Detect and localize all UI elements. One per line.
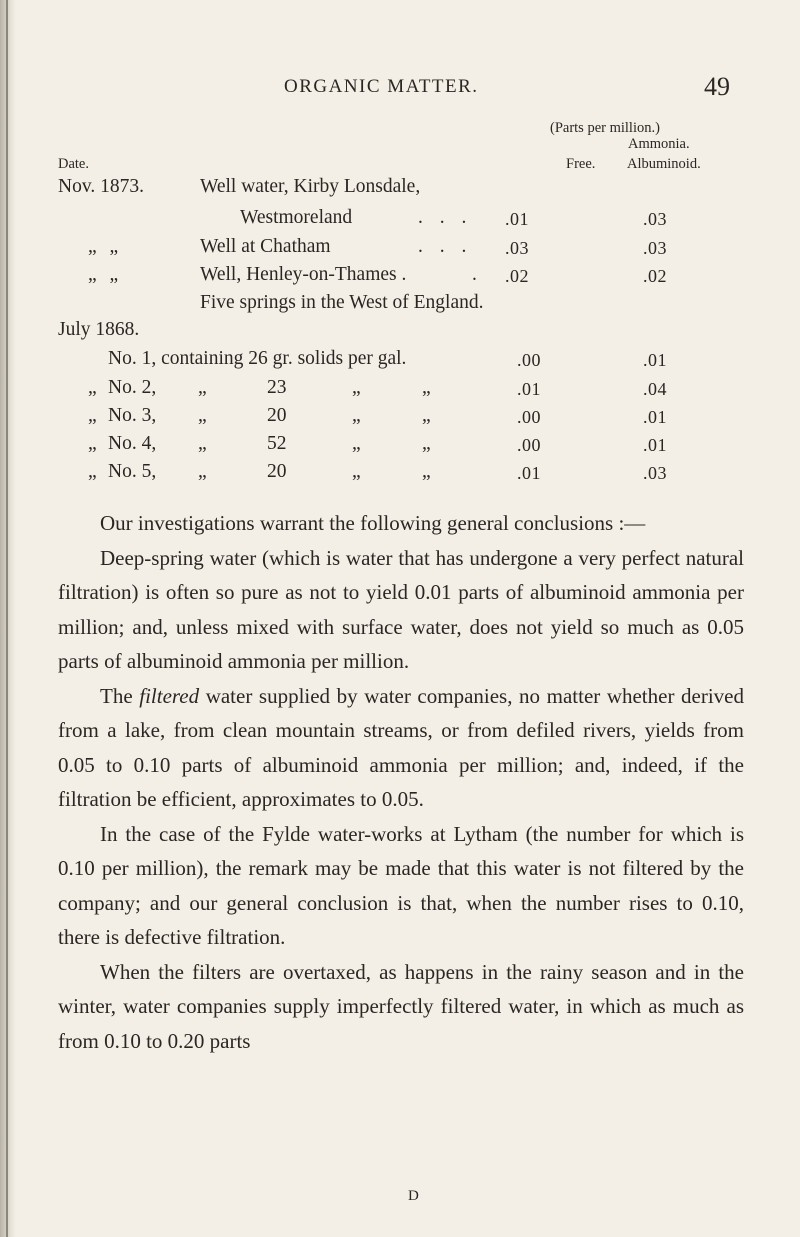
row-3-leader-dots: .	[472, 264, 477, 285]
spring-3-albuminoid-value: .01	[643, 407, 667, 427]
spring-3-ditto-gal: „	[422, 405, 431, 426]
row-3-description: Well, Henley-on-Thames .	[200, 264, 407, 285]
spring-3-free-value: .00	[517, 407, 541, 427]
spring-5-ditto-solids: „	[352, 461, 361, 482]
paragraph-fylde: In the case of the Fylde water-works at Lytham (the number for which is 0.10 per million), the remark may be made that this water is not filtered by the company; and our general conclusion is that, when the number rises to 0.10, there is defective filtration.	[58, 821, 744, 949]
albuminoid-header: Albuminoid.	[627, 156, 701, 172]
spring-1-label: No. 1, containing 26 gr. solids per gal.	[108, 348, 407, 369]
spring-5-number: No. 5,	[108, 461, 157, 482]
spring-3-ditto-containing: „	[198, 405, 207, 426]
row-2-albuminoid-value: .03	[643, 238, 667, 258]
spring-4-ditto-solids: „	[352, 433, 361, 454]
row-2-ditto: „ „	[88, 236, 119, 257]
body-text	[58, 506, 744, 1058]
row-1-description: Well water, Kirby Lonsdale,	[200, 176, 421, 197]
spring-5-ditto: „	[88, 461, 97, 482]
ammonia-header: Ammonia.	[628, 136, 690, 152]
springs-note: Five springs in the West of England.	[200, 292, 484, 313]
spring-1-free-value: .00	[517, 350, 541, 370]
paragraph-overtaxed: When the filters are overtaxed, as happens in the rainy season and in the winter, water companies supply imperfectly filtered water, in which as much as from 0.10 to 0.20 parts	[58, 959, 744, 1053]
spring-3-ditto: „	[88, 405, 97, 426]
spring-2-albuminoid-value: .04	[643, 379, 667, 399]
row-3-albuminoid-value: .02	[643, 266, 667, 286]
spring-5-albuminoid-value: .03	[643, 463, 667, 483]
spring-5-ditto-containing: „	[198, 461, 207, 482]
spring-4-grains: 52	[267, 433, 287, 454]
spring-2-ditto-solids: „	[352, 377, 361, 398]
spring-3-ditto-solids: „	[352, 405, 361, 426]
paragraph-conclusions: Our investigations warrant the following general conclusions :—	[100, 511, 646, 535]
date-header: Date.	[58, 156, 89, 172]
spring-4-free-value: .00	[517, 435, 541, 455]
spring-4-ditto-gal: „	[422, 433, 431, 454]
spring-5-free-value: .01	[517, 463, 541, 483]
spring-3-number: No. 3,	[108, 405, 157, 426]
row-1-free-value: .01	[505, 209, 529, 229]
row-1-description-cont: Westmoreland	[240, 207, 353, 228]
row-2-description: Well at Chatham	[200, 236, 331, 257]
spring-2-number: No. 2,	[108, 377, 157, 398]
row-1-albuminoid-value: .03	[643, 209, 667, 229]
row-1-date: Nov. 1873.	[58, 176, 144, 197]
spring-4-albuminoid-value: .01	[643, 435, 667, 455]
spring-2-ditto-gal: „	[422, 377, 431, 398]
filtered-emphasis: filtered	[139, 683, 200, 708]
paragraph-filtered-rest: water supplied by water companies, no matter whether derived from a lake, from clean mountain streams, or from defiled rivers, yields from 0.05 to 0.10 parts of albuminoid ammonia per million; and, indeed, if the filtration be efficient, approximates to 0.05.	[58, 683, 745, 811]
free-header: Free.	[566, 156, 596, 172]
spring-2-ditto: „	[88, 377, 97, 398]
spring-2-free-value: .01	[517, 379, 541, 399]
row-3-free-value: .02	[505, 266, 529, 286]
page-binding-edge	[0, 0, 16, 1237]
paragraph-filtered-water	[58, 679, 744, 817]
signature-mark: D	[408, 1188, 419, 1204]
page-number: 49	[704, 72, 730, 101]
running-head: ORGANIC MATTER.	[284, 76, 479, 97]
row-3-ditto: „ „	[88, 264, 119, 285]
springs-date: July 1868.	[58, 319, 140, 340]
units-header: (Parts per million.)	[550, 120, 660, 136]
spring-4-number: No. 4,	[108, 433, 157, 454]
spring-2-grains: 23	[267, 377, 287, 398]
paragraph-deep-spring: Deep-spring water (which is water that has undergone a very perfect natural filtration) is often so pure as not to yield 0.01 parts of albuminoid ammonia per million; and, unless mixed with surface water, does not yield so much as 0.05 parts of albuminoid ammonia per million.	[58, 545, 744, 673]
row-2-free-value: .03	[505, 238, 529, 258]
paragraph-filtered-the: The	[100, 683, 133, 708]
spring-2-ditto-containing: „	[198, 377, 207, 398]
row-2-leader-dots: . . .	[418, 236, 473, 257]
spring-4-ditto: „	[88, 433, 97, 454]
spring-3-grains: 20	[267, 405, 287, 426]
spring-1-albuminoid-value: .01	[643, 350, 667, 370]
binding-line	[6, 0, 8, 1237]
spring-4-ditto-containing: „	[198, 433, 207, 454]
row-1-leader-dots: . . .	[418, 207, 473, 228]
spring-5-ditto-gal: „	[422, 461, 431, 482]
spring-5-grains: 20	[267, 461, 287, 482]
